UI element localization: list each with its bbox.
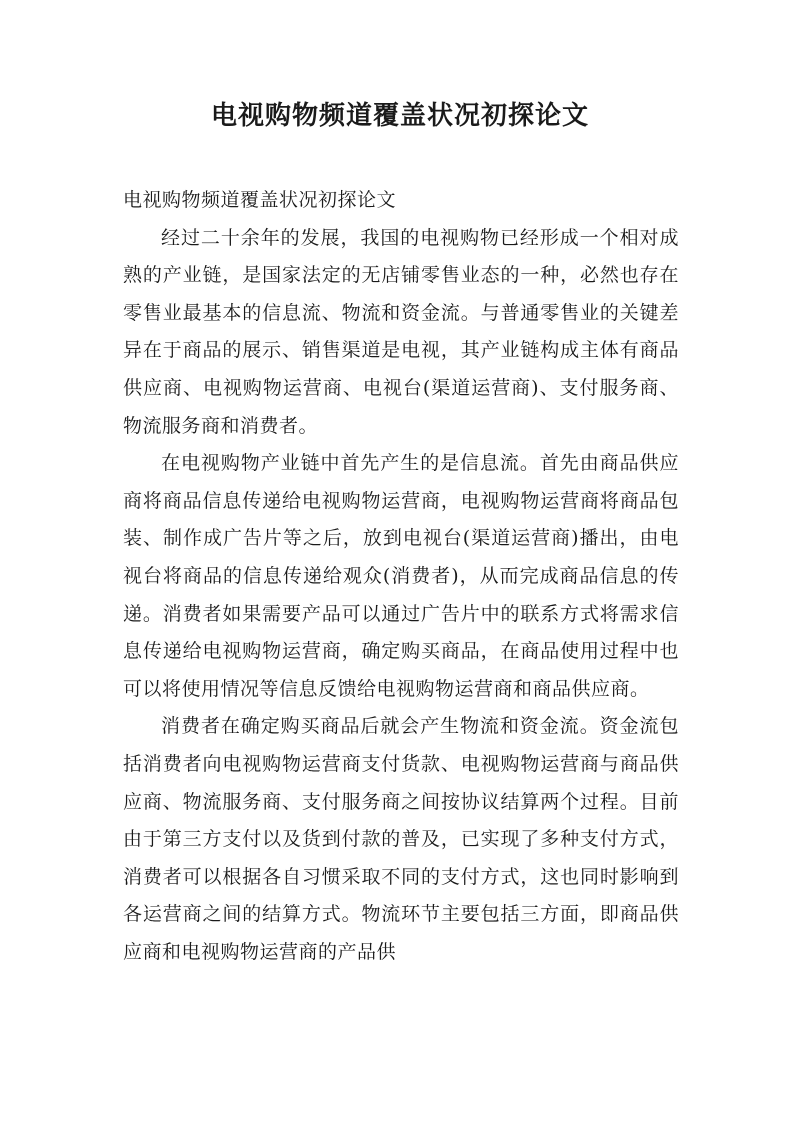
page-title: 电视购物频道覆盖状况初探论文: [210, 101, 589, 131]
paragraph-3: 消费者在确定购买商品后就会产生物流和资金流。资金流包括消费者向电视购物运营商支付货款、电视购物运营商与商品供应商、物流服务商、支付服务商之间按协议结算两个过程。目前由于第三方支付以及货到付款的普及，已实现了多种支付方式，消费者可以根据各自习惯采取不同的支付方式，这也同时影响到各运营商之间的结算方式。物流环节主要包括三方面，即商品供应商和电视购物运营商的产品供: [123, 715, 679, 963]
paragraph-1: 经过二十余年的发展，我国的电视购物已经形成一个相对成熟的产业链，是国家法定的无店铺零售业态的一种，必然也存在零售业最基本的信息流、物流和资金流。与普通零售业的关键差异在于商品的展示、销售渠道是电视，其产业链构成主体有商品供应商、电视购物运营商、电视台(渠道运营商)、支付服务商、物流服务商和消费者。: [123, 226, 679, 437]
paragraph-2: 在电视购物产业链中首先产生的是信息流。首先由商品供应商将商品信息传递给电视购物运营商，电视购物运营商将商品包装、制作成广告片等之后，放到电视台(渠道运营商)播出，由电视台将商品的信息传递给观众(消费者)，从而完成商品信息的传递。消费者如果需要产品可以通过广告片中的联系方式将需求信息传递给电视购物运营商，确定购买商品，在商品使用过程中也可以将使用情况等信息反馈给电视购物运营商和商品供应商。: [123, 452, 679, 700]
document-subtitle: 电视购物频道覆盖状况初探论文: [123, 189, 397, 211]
document-body: [123, 182, 679, 971]
